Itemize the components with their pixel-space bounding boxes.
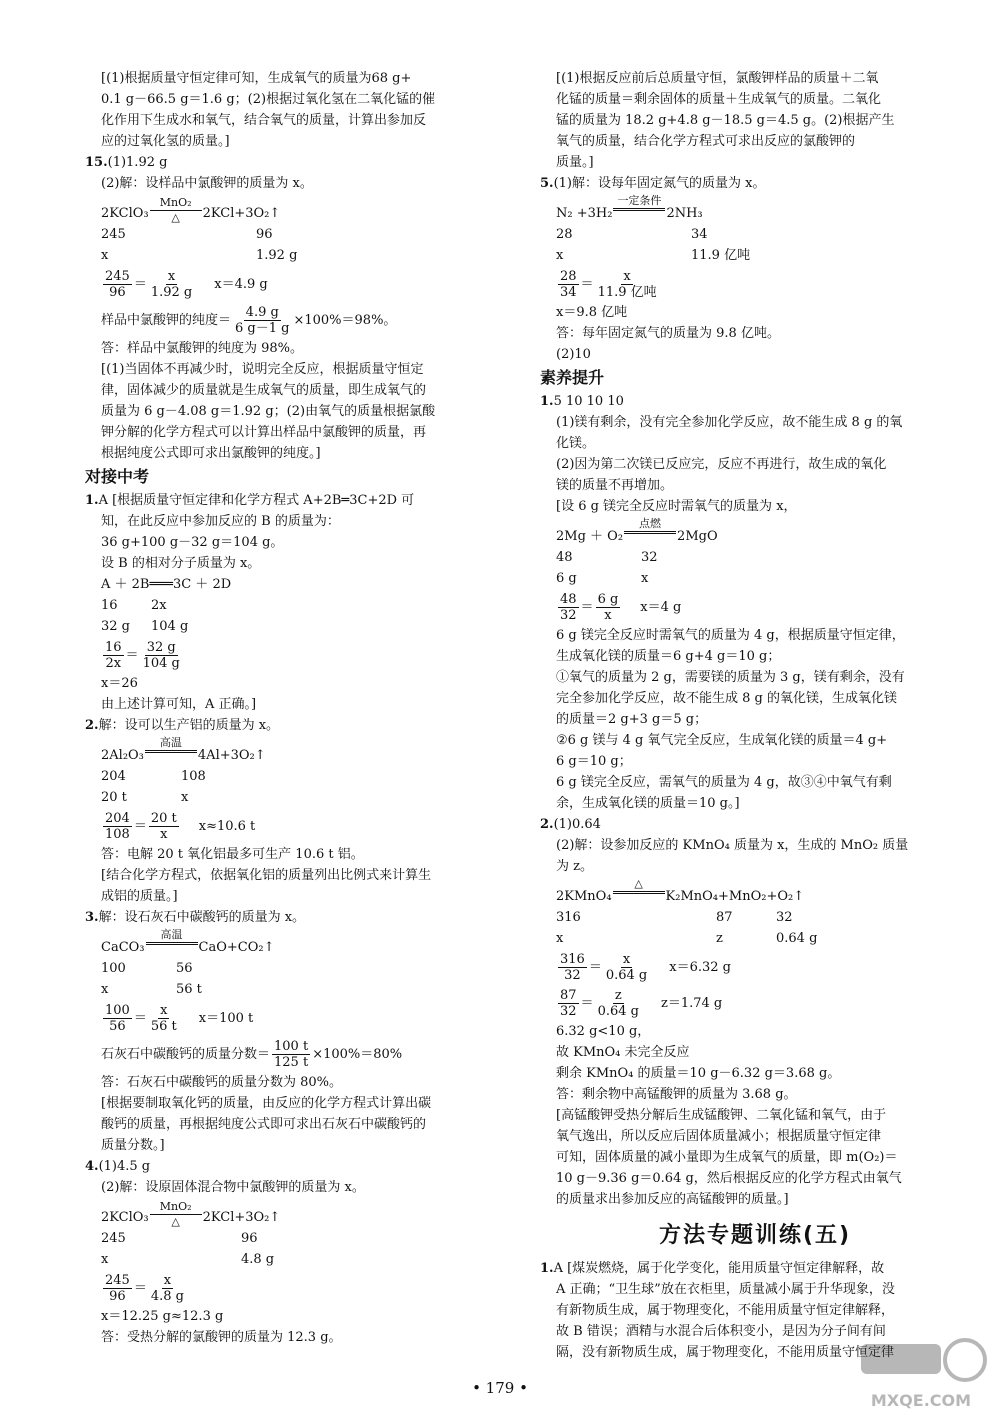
section-heading: 素养提升 <box>540 368 605 387</box>
solution-head: (2)解：设样品中氯酸钾的质量为 x。 <box>101 176 313 191</box>
ratio-row: 6 g x <box>556 571 649 586</box>
explanation: 律，固体减少的质量就是生成氧气的质量，即生成氧气的 <box>101 383 427 398</box>
proportion-line: $\frac{316}{32}$ ＝ $\frac{x}{0.64 g}$ x＝6.32 g <box>560 951 731 983</box>
proportion-line: $\frac{28}{34}$ ＝ $\frac{x}{\text{11.9 亿吨}}$ <box>560 268 657 300</box>
ratio-row: 100 56 <box>101 961 193 976</box>
proportion-line: $\frac{100}{56}$ ＝ $\frac{x}{56 t}$ x＝100 t <box>105 1002 254 1034</box>
ratio-row: 245 96 <box>101 1231 258 1246</box>
chemical-equation: 2Al₂O₃ 高温 4Al+3O₂↑ <box>101 736 266 763</box>
chemical-equation: N₂ +3H₂ 一定条件 2NH₃ <box>556 194 703 221</box>
section-title: 方法专题训练(五) <box>658 1223 852 1248</box>
text-line: 0.1 g－66.5 g＝1.6 g；(2)根据过氧化氢在二氧化锰的催 <box>101 92 436 107</box>
ratio-row: 32 g 104 g <box>101 619 189 634</box>
ratio-row: 204 108 <box>101 769 206 784</box>
percentage-line: 石灰石中碳酸钙的质量分数＝ $\frac{100 t}{125 t}$ ×100%＝80% <box>101 1038 403 1070</box>
explanation: 根据纯度公式即可求出氯酸钾的纯度。] <box>101 446 321 461</box>
watermark-logo <box>855 1332 990 1412</box>
question-number: 15. <box>85 155 108 170</box>
ratio-row: 316 87 32 <box>556 910 793 925</box>
proportion-line: $\frac{48}{32}$ ＝ $\frac{6 g}{x}$ x＝4 g <box>560 591 682 623</box>
text-line: 应的过氧化氢的质量。] <box>101 134 230 149</box>
chemical-equation: 2Mg ＋ O₂ 点燃 2MgO <box>556 517 718 544</box>
proportion-line: $\frac{204}{108}$ ＝ $\frac{20 t}{x}$ x≈10.6 t <box>105 810 256 842</box>
chemical-equation: CaCO₃ 高温 CaO+CO₂↑ <box>101 928 275 955</box>
ratio-row: x z 0.64 g <box>556 931 818 946</box>
answer-text: (1)1.92 g <box>107 155 168 170</box>
chemical-equation: 2KMnO₄ △ K₂MnO₄+MnO₂+O₂↑ <box>556 877 805 904</box>
proportion-line: $\frac{245}{96}$ ＝ $\frac{x}{4.8 g}$ <box>105 1272 184 1304</box>
ratio-row: x 4.8 g <box>101 1252 275 1267</box>
text-line: [(1)根据质量守恒定律可知，生成氧气的质量为68 g+ <box>101 71 412 86</box>
explanation: 质量为 6 g－4.08 g＝1.92 g；(2)由氧气的质量根据氯酸 <box>101 404 436 419</box>
ratio-row: 48 32 <box>556 550 658 565</box>
answer-text: 答：样品中氯酸钾的纯度为 98%。 <box>101 341 304 356</box>
chemical-equation: 2KClO₃ MnO₂ △ 2KCl+3O₂↑ <box>101 196 281 224</box>
proportion-line: $\frac{16}{2x}$ ＝ $\frac{32 g}{104 g}$ <box>105 639 180 671</box>
proportion-line: $\frac{245}{96}$ ＝ $\frac{x}{1.92 g}$ x＝4.9 g <box>105 268 268 300</box>
right-column: [(1)根据反应前后总质量守恒，氯酸钾样品的质量＋二氧 化锰的质量＝剩余固体的质量＋生成氧气的质量。二氧化 锰的质量为 18.2 g+4.8 g－18.5 g＝4.5 g。(2)根据产生 氧气的质量，结合化学方程式可求出反应的氯酸钾的 质量。] 5.(1)解：设每年固定氮气的质量为 x。 N₂ +3H₂ 一定条件 2NH₃ 28 34 x 11.9 亿吨 $\frac{28}{34}$ ＝ $\frac{x}{\text{11.9 亿吨}}$ x＝9.8 亿吨 答：每年固定氮气的质量为 9.8 亿吨。 (2)10 素养提升 1.5 10 10 10 (1)镁有剩余，没有完全参加化学反应，故不能生成 8 g 的氧 化镁。 (2)因为第二次镁已反应完，反应不再进行，故生成的氧化 镁的质量不再增加。 [设 6 g 镁完全反应时需氧气的质量为 x， 2Mg ＋ O₂ 点燃 2MgO 48 32 6 g x $\frac{48}{32}$ ＝ $\frac{6 g}{x}$ x＝4 g 6 g 镁完全反应时需氧气的质量为 4 g，根据质量守恒定律， 生成氧化镁的质量＝6 g+4 g＝10 g； ①氧气的质量为 2 g，需要镁的质量为 3 g，镁有剩余，没有 完全参加化学反应，故不能生成 8 g 的氧化镁，生成氧化镁 的质量＝2 g+3 g＝5 g； ②6 g 镁与 4 g 氧气完全反应，生成氧化镁的质量＝4 g+ 6 g＝10 g； 6 g 镁完全反应，需氧气的质量为 4 g，故③④中氧气有剩 余，生成氧化镁的质量＝10 g。] 2.(1)0.64 (2)解：设参加反应的 KMnO₄ 质量为 x，生成的 MnO₂ 质量 为 z。 2KMnO₄ △ K₂MnO₄+MnO₂+O₂↑ 316 87 32 x z 0.64 g $\frac{316}{32}$ ＝ $\frac{x}{0.64 g}$ x＝6.32 g $\frac{87}{32}$ ＝ $\frac{z}{0.64 g}$ z＝1.74 g 6.32 g<10 g， 故 KMnO₄ 未完全反应 剩余 KMnO₄ 的质量＝10 g－6.32 g＝3.68 g。 答：剩余物中高锰酸钾的质量为 3.68 g。 [高锰酸钾受热分解后生成锰酸钾、二氧化锰和氧气，由于 氧气逸出，所以反应后固体质量减小；根据质量守恒定律 可知，固体质量的减小量即为生成氧气的质量，即 m(O₂)＝ 10 g－9.36 g＝0.64 g，然后根据反应的化学方程式由氧气 的质量求出参加反应的高锰酸钾的质量。] 方法专题训练(五) 1.A [煤炭燃烧，属于化学变化，能用质量守恒定律解释，故 A 正确；“卫生球”放在衣柜里，质量减小属于升华现象，没 有新物质生成，属于物理变化，不能用质量守恒定律解释， 故 B 错误；酒精与水混合后体积变小，是因为分子间有间 隔，没有新物质生成，属于物理变化，不能用质量守恒定律 <box>540 68 970 1363</box>
text-line: 化作用下生成水和氧气，结合氧气的质量，计算出参加反 <box>101 113 427 128</box>
section-heading: 对接中考 <box>85 467 150 486</box>
chemical-equation: 2KClO₃ MnO₂ △ 2KCl+3O₂↑ <box>101 1200 281 1228</box>
ratio-row: 28 34 <box>556 227 708 242</box>
ratio-row: 16 2x <box>101 598 167 613</box>
explanation: 钾分解的化学方程式可以计算出样品中氯酸钾的质量，再 <box>101 425 427 440</box>
ratio-row: x 1.92 g <box>101 248 298 263</box>
ratio-row: 245 96 <box>101 227 273 242</box>
watermark-text: MXQE.COM <box>870 1391 972 1410</box>
ratio-row: 20 t x <box>101 790 189 805</box>
proportion-line: $\frac{87}{32}$ ＝ $\frac{z}{0.64 g}$ z＝1.74 g <box>560 987 723 1019</box>
purity-line: 样品中氯酸钾的纯度＝ $\frac{4.9 g}{6 g-1 g}$ ×100%＝98%。 <box>101 304 397 336</box>
explanation: [(1)当固体不再减少时，说明完全反应，根据质量守恒定 <box>101 362 424 377</box>
left-column: [(1)根据质量守恒定律可知，生成氧气的质量为68 g+ 0.1 g－66.5 g＝1.6 g；(2)根据过氧化氢在二氧化锰的催 化作用下生成水和氧气，结合氧气的质量，计算出参加反 应的过氧化氢的质量。] 15.(1)1.92 g (2)解：设样品中氯酸钾的质量为 x。 2KClO₃ MnO₂ △ 2KCl+3O₂↑ 245 96 x 1.92 g $\frac{245}{96}$ ＝ $\frac{x}{1.92 g}$ x＝4.9 g 样品中氯酸钾的纯度＝ $\frac{4.9 g}{6 g-1 g}$ ×100%＝98%。 答：样品中氯酸钾的纯度为 98%。 [(1)当固体不再减少时，说明完全反应，根据质量守恒定 律，固体减少的质量就是生成氧气的质量，即生成氧气的 质量为 6 g－4.08 g＝1.92 g；(2)由氧气的质量根据氯酸 钾分解的化学方程式可以计算出样品中氯酸钾的质量，再 根据纯度公式即可求出氯酸钾的纯度。] 对接中考 1.A [根据质量守恒定律和化学方程式 A+2B═3C+2D 可 知，在此反应中参加反应的 B 的质量为： 36 g+100 g－32 g＝104 g。 设 B 的相对分子质量为 x。 A ＋ 2B═══3C ＋ 2D 16 2x 32 g 104 g $\frac{16}{2x}$ ＝ $\frac{32 g}{104 g}$ x＝26 由上述计算可知，A 正确。] 2.解：设可以生产铝的质量为 x。 2Al₂O₃ 高温 4Al+3O₂↑ 204 108 20 t x $\frac{204}{108}$ ＝ $\frac{20 t}{x}$ x≈10.6 t 答：电解 20 t 氧化铝最多可生产 10.6 t 铝。 [结合化学方程式，依据氧化铝的质量列出比例式来计算生 成铝的质量。] 3.解：设石灰石中碳酸钙的质量为 x。 CaCO₃ 高温 CaO+CO₂↑ 100 56 x 56 t $\frac{100}{56}$ ＝ $\frac{x}{56 t}$ x＝100 t 石灰石中碳酸钙的质量分数＝ $\frac{100 t}{125 t}$ ×100%＝80% 答：石灰石中碳酸钙的质量分数为 80%。 [根据要制取氧化钙的质量，由反应的化学方程式计算出碳 酸钙的质量，再根据纯度公式即可求出石灰石中碳酸钙的 质量分数。] 4.(1)4.5 g (2)解：设原固体混合物中氯酸钾的质量为 x。 2KClO₃ MnO₂ △ 2KCl+3O₂↑ 245 96 x 4.8 g $\frac{245}{96}$ ＝ $\frac{x}{4.8 g}$ x＝12.25 g≈12.3 g 答：受热分解的氯酸钾的质量为 12.3 g。 <box>85 68 520 1348</box>
ratio-row: x 56 t <box>101 982 202 997</box>
ratio-row: x 11.9 亿吨 <box>556 248 751 263</box>
page-number: • 179 • <box>472 1379 528 1397</box>
